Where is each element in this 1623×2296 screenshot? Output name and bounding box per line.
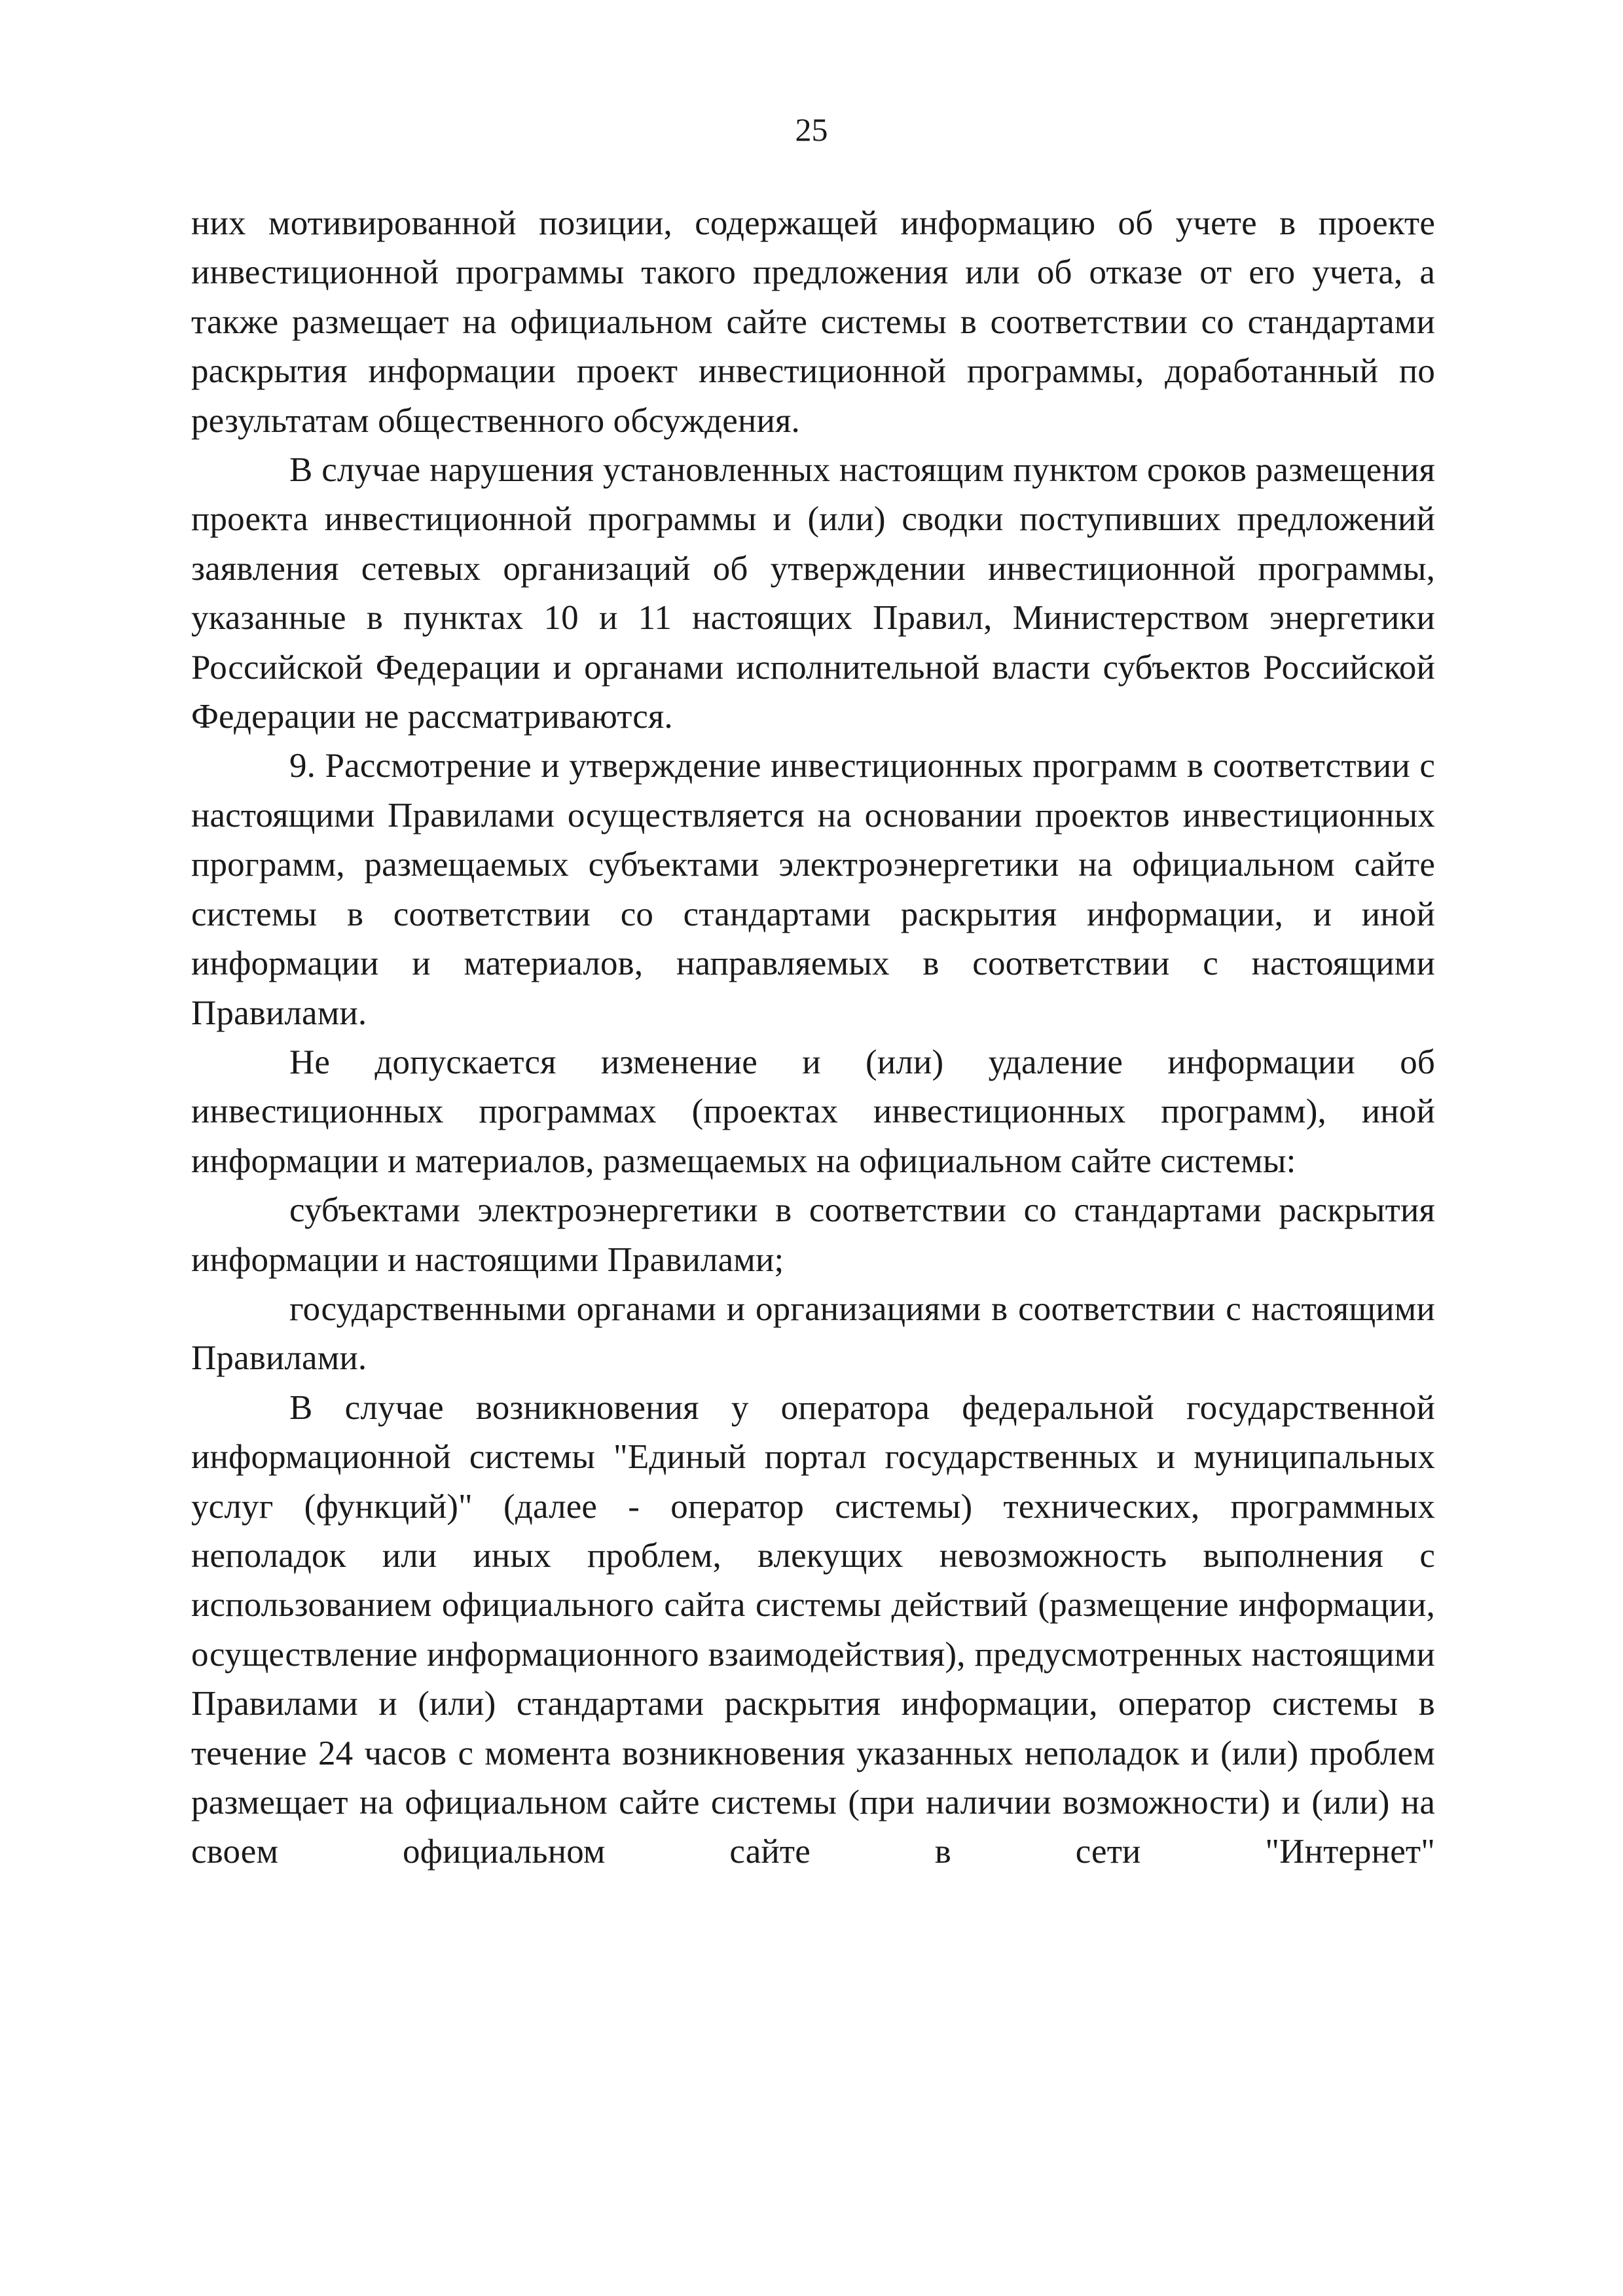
list-item-subjects: субъектами электроэнергетики в соответствии со стандартами раскрытия информации и настоящими Правилами;	[191, 1191, 1435, 1279]
paragraph-violation: В случае нарушения установленных настоящим пунктом сроков размещения проекта инвестиционной программы и (или) сводки поступивших предложений заявления сетевых организаций об утверждении инвестиционной программы, указанные в пунктах 10 и 11 настоящих Правил, Министерством энергетики Российской Федерации и органами исполнительной власти субъектов Российской Федерации не рассматриваются.	[191, 451, 1435, 736]
paragraph-item-9: 9. Рассмотрение и утверждение инвестиционных программ в соответствии с настоящими Правилами осуществляется на основании проектов инвестиционных программ, размещаемых субъектами электроэнергетики на официальном сайте системы в соответствии со стандартами раскрытия информации, и иной информации и материалов, направляемых в соответствии с настоящими Правилами.	[191, 747, 1435, 1032]
list-item-state-bodies: государственными органами и организациями в соответствии с настоящими Правилами.	[191, 1289, 1435, 1378]
paragraph-operator: В случае возникновения у оператора федеральной государственной информационной системы "Единый портал государственных и муниципальных услуг (функций)" (далее - оператор системы) технических, программных неполадок или иных проблем, влекущих невозможность выполнения с использованием официального сайта системы действий (размещение информации, осуществление информационного взаимодействия), предусмотренных настоящими Правилами и (или) стандартами раскрытия информации, оператор системы в течение 24 часов с момента возникновения указанных неполадок и (или) проблем размещает на официальном сайте системы (при наличии возможности) и (или) на своем официальном сайте в сети "Интернет"	[191, 1388, 1435, 1871]
paragraph-continuation: них мотивированной позиции, содержащей информацию об учете в проекте инвестиционной программы такого предложения или об отказе от его учета, а также размещает на официальном сайте системы в соответствии со стандартами раскрытия информации проект инвестиционной программы, доработанный по результатам общественного обсуждения.	[191, 204, 1435, 440]
document-body	[191, 199, 1435, 1877]
page-number: 25	[795, 111, 828, 148]
paragraph-not-allowed: Не допускается изменение и (или) удаление информации об инвестиционных программах (проектах инвестиционных программ), иной информации и материалов, размещаемых на официальном сайте системы:	[191, 1043, 1435, 1180]
